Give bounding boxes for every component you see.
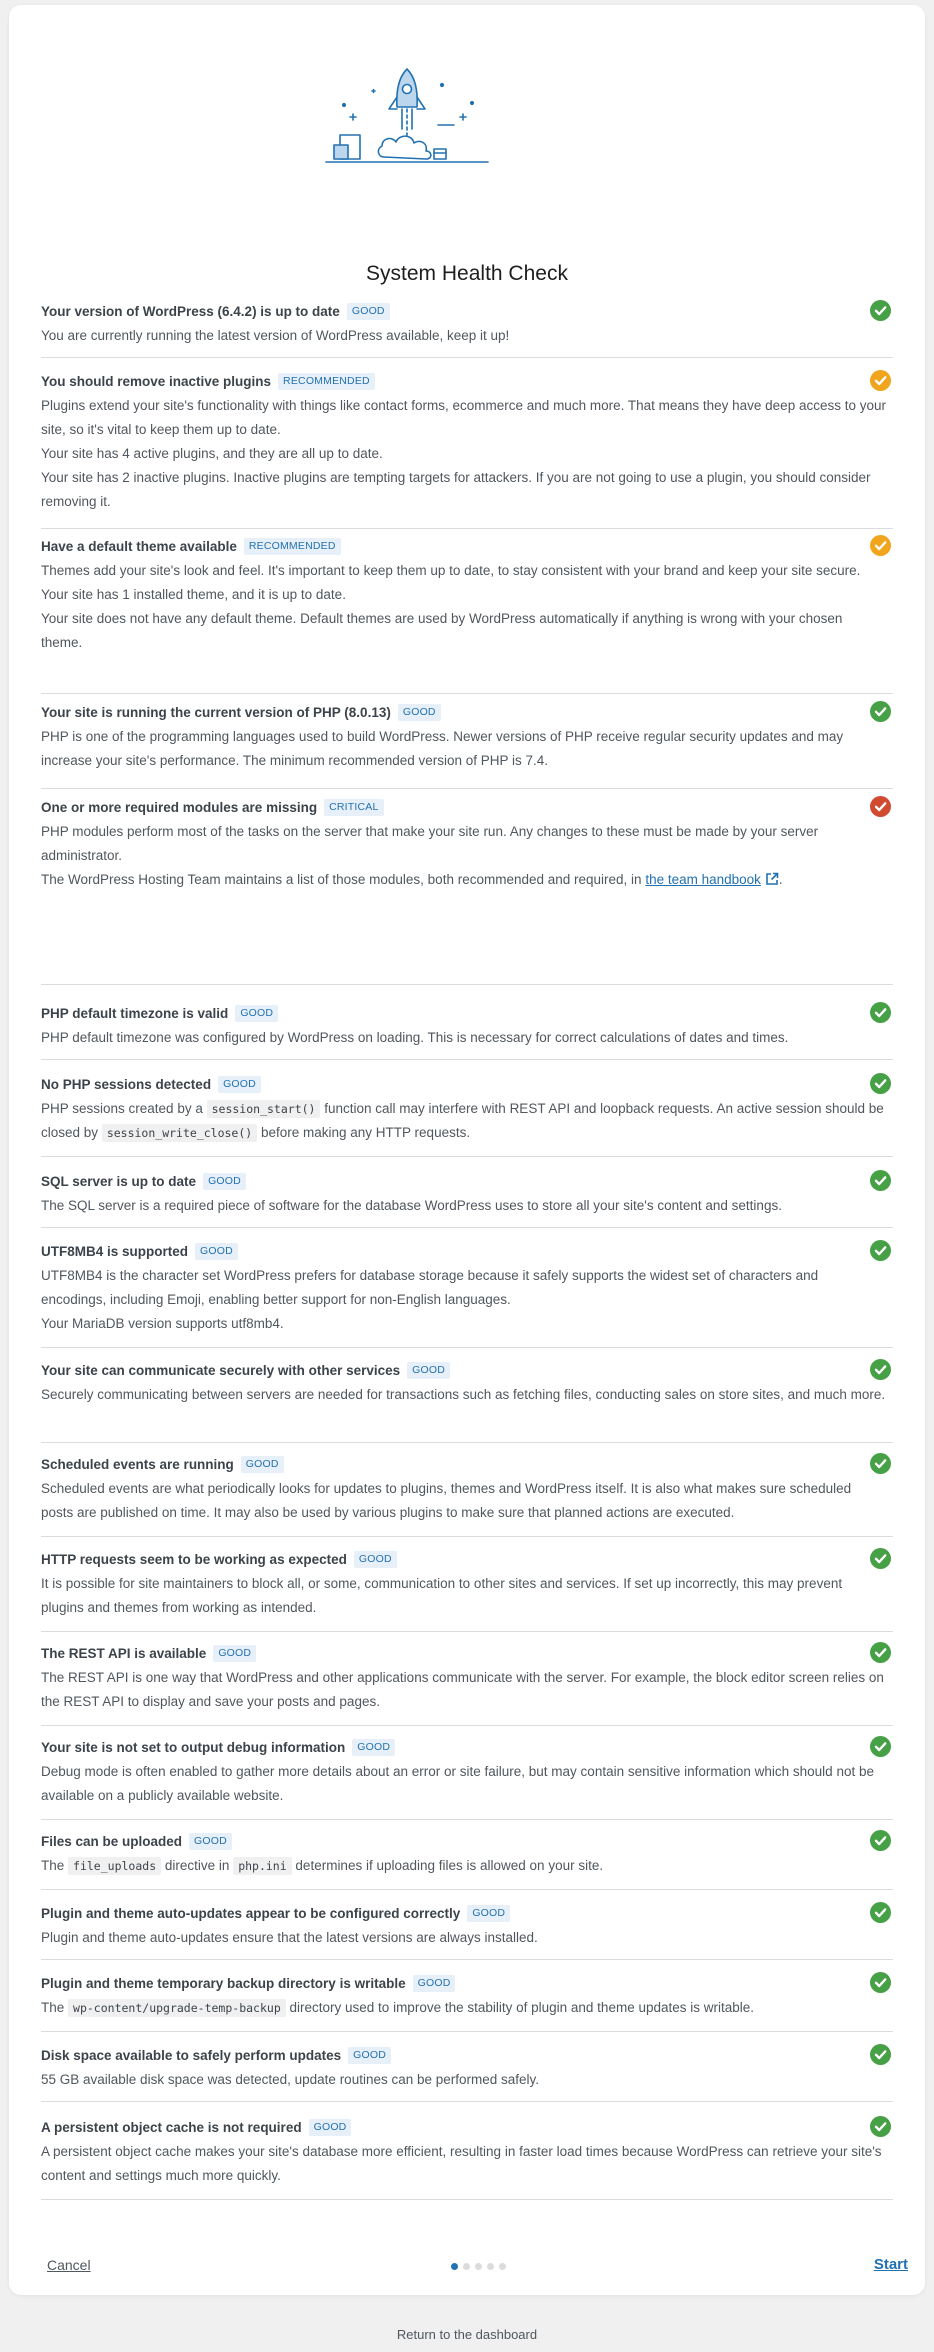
check-text: Your site does not have any default theme. Default themes are used by WordPress automatically if anything is wrong with your chosen theme. — [41, 611, 843, 650]
health-check-item — [41, 1642, 893, 1726]
status-badge: GOOD — [203, 1173, 246, 1190]
check-description — [41, 1194, 886, 1218]
check-text-inline: directive in — [164, 1858, 230, 1873]
check-passed-icon — [870, 1240, 891, 1261]
status-badge: GOOD — [398, 704, 441, 721]
check-text: Scheduled events are what periodically looks for updates to plugins, themes and WordPress itself. It is also what makes sure scheduled posts are published on time. It may also be used by various plugins to make sure that planned actions are executed. — [41, 1481, 852, 1520]
check-passed-icon — [870, 1902, 891, 1923]
cancel-button[interactable]: Cancel — [47, 2257, 91, 2273]
check-header — [41, 796, 384, 818]
check-text: UTF8MB4 is the character set WordPress prefers for database storage because it safely supports the widest set of characters and encodings, including Emoji, enabling better support for non-English languages. — [41, 1268, 819, 1307]
check-description — [41, 1097, 886, 1145]
check-description — [41, 1926, 886, 1950]
start-button[interactable]: Start — [873, 2256, 908, 2273]
step-dot[interactable] — [499, 2263, 506, 2270]
health-check-item — [41, 2116, 893, 2200]
check-text — [41, 1996, 886, 2020]
check-title: Your site can communicate securely with other services — [41, 1362, 401, 1378]
check-description — [41, 324, 886, 348]
check-title: You should remove inactive plugins — [41, 373, 272, 389]
check-passed-icon — [870, 1002, 891, 1023]
check-title: UTF8MB4 is supported — [41, 1243, 189, 1259]
status-badge: GOOD — [241, 1456, 284, 1473]
check-title: Your site is running the current version of PHP (8.0.13) — [41, 704, 391, 720]
check-text: Your MariaDB version supports utf8mb4. — [41, 1316, 284, 1331]
check-text: Your site has 1 installed theme, and it is up to date. — [41, 587, 346, 602]
status-badge: GOOD — [467, 1905, 510, 1922]
health-check-item — [41, 1073, 893, 1157]
return-to-dashboard-link[interactable]: Return to the dashboard — [396, 2327, 538, 2342]
check-text-inline: The WordPress Hosting Team maintains a list of those modules, both recommended and required, in — [41, 872, 642, 887]
check-passed-icon — [870, 1642, 891, 1663]
health-check-card — [9, 5, 925, 2295]
check-title: One or more required modules are missing — [41, 799, 318, 815]
check-text: PHP is one of the programming languages used to build WordPress. Newer versions of PHP receive regular security updates and may increase your site's performance. The minimum recommended version of PHP is 7.4. — [41, 729, 844, 768]
health-check-item — [41, 1902, 893, 1960]
check-description — [41, 1666, 886, 1714]
status-badge: GOOD — [195, 1243, 238, 1260]
check-title: A persistent object cache is not required — [41, 2119, 302, 2135]
check-header — [41, 1453, 284, 1475]
check-header — [41, 1642, 256, 1664]
check-header — [41, 1830, 232, 1852]
check-title: Plugin and theme temporary backup directory is writable — [41, 1975, 406, 1991]
check-passed-icon — [870, 1736, 891, 1757]
check-text: Your site has 4 active plugins, and they are all up to date. — [41, 446, 383, 461]
step-indicator — [451, 2263, 506, 2270]
check-text-inline: The — [41, 1858, 65, 1873]
check-text: The REST API is one way that WordPress and other applications communicate with the server. For example, the block editor screen relies on the REST API to display and save your posts and pages. — [41, 1670, 884, 1709]
check-header — [41, 1736, 395, 1758]
health-check-item — [41, 535, 893, 694]
health-check-item — [41, 1359, 893, 1443]
check-text: A persistent object cache makes your site's database more efficient, resulting in faster load times because WordPress can retrieve your site's content and settings much more quickly. — [41, 2144, 882, 2183]
check-passed-icon — [870, 1453, 891, 1474]
check-text-inline: The — [41, 2000, 65, 2015]
health-check-item — [41, 1548, 893, 1632]
check-passed-icon — [870, 1830, 891, 1851]
check-text: The SQL server is a required piece of software for the database WordPress uses to store all your site's content and settings. — [41, 1198, 782, 1213]
team-handbook-link[interactable] — [645, 872, 779, 887]
health-check-item — [41, 370, 893, 529]
check-passed-icon — [870, 1972, 891, 1993]
check-text: Themes add your site's look and feel. It's important to keep them up to date, to stay consistent with your brand and keep your site secure. — [41, 563, 861, 578]
check-title: SQL server is up to date — [41, 1173, 197, 1189]
check-header — [41, 535, 341, 557]
check-header — [41, 701, 441, 723]
check-text-inline: PHP sessions created by a — [41, 1101, 203, 1116]
status-badge: GOOD — [352, 1739, 395, 1756]
check-text: 55 GB available disk space was detected, update routines can be performed safely. — [41, 2072, 540, 2087]
status-badge: CRITICAL — [324, 799, 383, 816]
check-text-inline: determines if uploading files is allowed on your site. — [295, 1858, 604, 1873]
status-badge: GOOD — [309, 2119, 352, 2136]
check-text: Securely communicating between servers are needed for transactions such as fetching files, conducting sales on store sites, and much more. — [41, 1387, 886, 1402]
check-text-inline: before making any HTTP requests. — [260, 1125, 471, 1140]
check-title: HTTP requests seem to be working as expected — [41, 1551, 347, 1567]
check-header — [41, 1002, 278, 1024]
check-description — [41, 559, 886, 655]
rocket-launch-illustration — [320, 63, 494, 179]
check-passed-icon — [870, 1170, 891, 1191]
check-description — [41, 2140, 886, 2188]
check-text: PHP modules perform most of the tasks on the server that make your site run. Any changes to these must be made by your server administrator. — [41, 824, 819, 863]
check-description — [41, 1477, 886, 1525]
check-text: It is possible for site maintainers to block all, or some, communication to other sites and services. If set up incorrectly, this may prevent plugins and themes from working as intended. — [41, 1576, 843, 1615]
check-title: Have a default theme available — [41, 538, 237, 554]
check-description — [41, 1026, 886, 1050]
page-title: System Health Check — [366, 262, 568, 285]
code-snippet: session_write_close() — [102, 1124, 257, 1142]
health-check-item — [41, 796, 893, 985]
check-header — [41, 300, 390, 322]
health-check-item — [41, 1002, 893, 1060]
step-dot-current[interactable] — [451, 2263, 458, 2270]
check-header — [41, 1972, 455, 1994]
check-passed-icon — [870, 1073, 891, 1094]
check-description — [41, 1996, 886, 2020]
check-recommended-icon — [870, 535, 891, 556]
status-badge: GOOD — [348, 2047, 391, 2064]
health-check-item — [41, 701, 893, 789]
check-title: Files can be uploaded — [41, 1833, 183, 1849]
check-failed-icon — [870, 796, 891, 817]
check-title: No PHP sessions detected — [41, 1076, 212, 1092]
check-text: PHP default timezone was configured by WordPress on loading. This is necessary for correct calculations of dates and times. — [41, 1030, 789, 1045]
check-header — [41, 1240, 238, 1262]
check-header — [41, 370, 375, 392]
check-title: The REST API is available — [41, 1645, 207, 1661]
status-badge: GOOD — [218, 1076, 261, 1093]
check-title: Your version of WordPress (6.4.2) is up to date — [41, 303, 340, 319]
check-text: The WordPress Hosting Team maintains a list of those modules, both recommended and required, in the team handbook . — [41, 872, 783, 887]
check-header — [41, 1548, 397, 1570]
status-badge: GOOD — [413, 1975, 456, 1992]
health-check-item — [41, 1453, 893, 1537]
status-badge: GOOD — [407, 1362, 450, 1379]
health-check-item — [41, 1240, 893, 1348]
check-passed-icon — [870, 1359, 891, 1380]
check-header — [41, 1359, 450, 1381]
status-badge: RECOMMENDED — [278, 373, 375, 390]
check-title: PHP default timezone is valid — [41, 1005, 229, 1021]
external-link-icon — [765, 872, 779, 886]
check-text: Plugin and theme auto-updates ensure that the latest versions are always installed. — [41, 1930, 538, 1945]
check-passed-icon — [870, 1548, 891, 1569]
check-passed-icon — [870, 2044, 891, 2065]
health-check-item — [41, 1170, 893, 1228]
check-text: Debug mode is often enabled to gather more details about an error or site failure, but may contain sensitive information which should not be available on a publicly available website. — [41, 1764, 874, 1803]
health-check-item — [41, 1830, 893, 1890]
check-passed-icon — [870, 300, 891, 321]
code-snippet: wp-content/upgrade-temp-backup — [68, 1999, 286, 2017]
check-header — [41, 2044, 391, 2066]
check-header — [41, 2116, 351, 2138]
health-check-item — [41, 2044, 893, 2102]
link-label: the team handbook — [645, 872, 761, 887]
check-header — [41, 1902, 510, 1924]
check-title: Scheduled events are running — [41, 1456, 234, 1472]
check-text-inline: directory used to improve the stability of plugin and theme updates is writable. — [289, 2000, 755, 2015]
check-description — [41, 394, 886, 514]
check-description — [41, 1760, 886, 1808]
status-badge: GOOD — [189, 1833, 232, 1850]
check-header — [41, 1073, 261, 1095]
health-check-item — [41, 1972, 893, 2032]
check-text — [41, 1854, 886, 1878]
check-description — [41, 1572, 886, 1620]
check-description — [41, 1383, 886, 1407]
check-description — [41, 725, 886, 773]
check-description — [41, 2068, 886, 2092]
check-passed-icon — [870, 2116, 891, 2137]
check-title: Disk space available to safely perform updates — [41, 2047, 342, 2063]
code-snippet: file_uploads — [68, 1857, 161, 1875]
status-badge: GOOD — [347, 303, 390, 320]
check-text-inline: function call may interfere with REST API and loopback requests. An active session should be closed by — [41, 1101, 884, 1140]
check-recommended-icon — [870, 370, 891, 391]
check-title: Plugin and theme auto-updates appear to be configured correctly — [41, 1905, 461, 1921]
check-description — [41, 820, 886, 892]
check-passed-icon — [870, 701, 891, 722]
health-check-item — [41, 300, 893, 358]
health-check-item — [41, 1736, 893, 1820]
status-badge: GOOD — [354, 1551, 397, 1568]
step-dot[interactable] — [463, 2263, 470, 2270]
step-dot[interactable] — [475, 2263, 482, 2270]
status-badge: GOOD — [213, 1645, 256, 1662]
check-text: You are currently running the latest version of WordPress available, keep it up! — [41, 328, 510, 343]
check-text: Your site has 2 inactive plugins. Inactive plugins are tempting targets for attackers. If you are not going to use a plugin, you should consider removing it. — [41, 470, 871, 509]
check-text: Plugins extend your site's functionality with things like contact forms, ecommerce and much more. That means they have deep access to your site, so it's vital to keep them up to date. — [41, 398, 886, 437]
check-header — [41, 1170, 246, 1192]
status-badge: RECOMMENDED — [244, 538, 341, 555]
check-text — [41, 1097, 886, 1145]
check-description — [41, 1264, 886, 1336]
code-snippet: php.ini — [233, 1857, 291, 1875]
code-snippet: session_start() — [207, 1100, 321, 1118]
check-description — [41, 1854, 886, 1878]
status-badge: GOOD — [235, 1005, 278, 1022]
step-dot[interactable] — [487, 2263, 494, 2270]
check-title: Your site is not set to output debug information — [41, 1739, 346, 1755]
